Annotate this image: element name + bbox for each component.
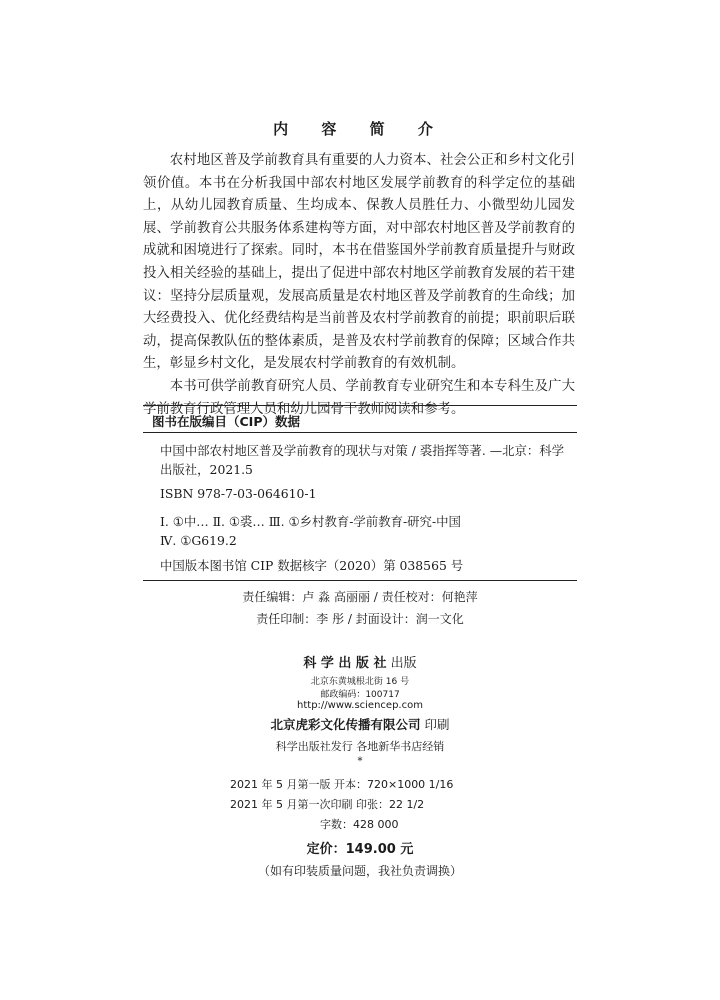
cip-classification-2: Ⅳ. ①G619.2 <box>160 533 237 548</box>
intro-paragraph-1: 农村地区普及学前教育具有重要的人力资本、社会公正和乡村文化引领价值。本书在分析我国中部农村地区发展学前教育的科学定位的基础上，从幼儿园教育质量、生均成本、保教人员胜任力、小微型幼儿园发展、学前教育公共服务体系建构等方面，对中部农村地区普及学前教育的成就和困境进行了探索。同时，本书在借鉴国外学前教育质量提升与财政投入相关经验的基础上，提出了促进中部农村地区学前教育发展的若干建议：坚持分层质量观，发展高质量是农村地区普及学前教育的生命线；加大经费投入、优化经费结构是当前普及农村学前教育的前提；职前职后联动，提高保教队伍的整体素质，是普及农村学前教育的保障；区域合作共生，彰显乡村文化，是发展农村学前教育的有效机制。 <box>143 153 575 372</box>
editor-credits: 责任编辑：卢 淼 高丽丽 / 责任校对：何艳萍 <box>242 590 478 604</box>
divider-cip <box>143 432 577 433</box>
intro-paragraph-2: 本书可供学前教育研究人员、学前教育专业研究生和本专科生及广大学前教育行政管理人员和幼儿园骨干教师阅读和参考。 <box>143 378 575 417</box>
word-count: 字数：428 000 <box>320 818 399 831</box>
printing-credits: 责任印制：李 彤 / 封面设计：润一文化 <box>256 612 464 626</box>
cip-record-number: 中国版本图书馆 CIP 数据核字（2020）第 038565 号 <box>160 558 464 573</box>
publisher-suffix: 出版 <box>390 656 417 671</box>
price: 定价：149.00 元 <box>306 842 414 857</box>
edition-info: 2021 年 5 月第一版 开本：720×1000 1/16 <box>230 778 454 791</box>
separator-star: * <box>357 756 363 767</box>
page-title: 内 容 简 介 <box>273 120 447 138</box>
printer-name: 北京虎彩文化传播有限公司 <box>270 717 421 732</box>
publisher-postcode: 邮政编码：100717 <box>320 690 400 700</box>
publisher-line <box>0 652 720 671</box>
cip-classification-1: Ⅰ. ①中… Ⅱ. ①裘… Ⅲ. ①乡村教育-学前教育-研究-中国 <box>160 514 461 529</box>
divider-top <box>143 405 577 406</box>
cip-heading: 图书在版编目（CIP）数据 <box>152 414 300 429</box>
cip-isbn: ISBN 978-7-03-064610-1 <box>160 486 317 501</box>
intro-section <box>143 150 575 421</box>
printer-line <box>0 715 720 733</box>
divider-bottom <box>143 580 577 581</box>
quality-notice: （如有印装质量问题，我社负责调换） <box>257 864 462 878</box>
printing-info: 2021 年 5 月第一次印刷 印张：22 1/2 <box>230 798 425 811</box>
publisher-url: http://www.sciencep.com <box>297 700 423 711</box>
publisher-address: 北京东黄城根北街 16 号 <box>310 677 410 687</box>
publisher-name: 科 学 出 版 社 <box>303 656 387 671</box>
cip-catalog-line: 中国中部农村地区普及学前教育的现状与对策 / 裘指挥等著. —北京：科学出版社，2021.5 <box>160 443 565 477</box>
printer-suffix: 印刷 <box>424 717 450 732</box>
distribution-info: 科学出版社发行 各地新华书店经销 <box>275 740 445 753</box>
